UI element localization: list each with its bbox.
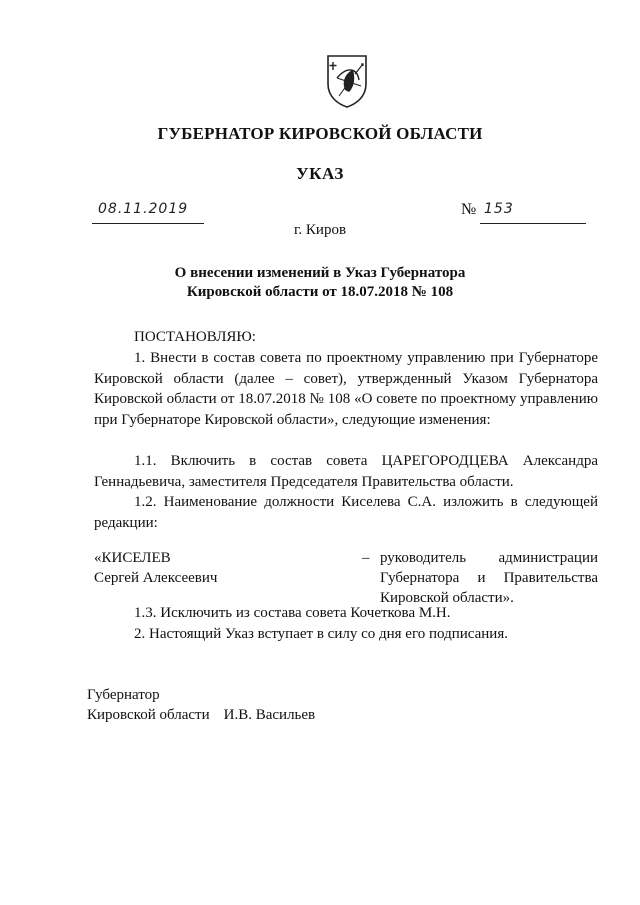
paragraph-1-1: 1.1. Включить в состав совета ЦАРЕГОРОДЦЕВА Александра Геннадьевича, заместителя Председателя Правительства области. bbox=[94, 453, 598, 490]
document-date-field bbox=[92, 203, 204, 224]
signatory-title-line-1: Губернатор bbox=[87, 687, 160, 703]
document-number: 153 bbox=[484, 201, 514, 217]
document-subject bbox=[0, 264, 640, 302]
city: г. Киров bbox=[293, 222, 347, 238]
signatory-row bbox=[87, 705, 315, 725]
member-name bbox=[94, 548, 274, 588]
number-label: № bbox=[461, 201, 477, 218]
member-surname: «КИСЕЛЕВ bbox=[94, 550, 171, 566]
signature-block bbox=[87, 685, 315, 725]
document-date: 08.11.2019 bbox=[98, 201, 189, 217]
paragraph-1: 1. Внести в состав совета по проектному управлению при Губернаторе Кировской области (далее – совет), утвержденный Указом Губернатора Кировской области от 18.07.2018 № 108 «О совете по проектному управлению при Губернаторе Кировской области», следующие изменения: bbox=[94, 350, 598, 428]
document-number-field bbox=[480, 203, 586, 224]
paragraph-1-3: 1.3. Исключить из состава совета Кочеткова М.Н. bbox=[134, 605, 451, 621]
member-dash: – bbox=[362, 550, 370, 566]
paragraph-1-2: 1.2. Наименование должности Киселева С.А. изложить в следующей редакции: bbox=[94, 494, 598, 531]
subject-line-2: Кировской области от 18.07.2018 № 108 bbox=[186, 284, 454, 300]
signatory-name: И.В. Васильев bbox=[223, 707, 316, 723]
paragraph-2: 2. Настоящий Указ вступает в силу со дня его подписания. bbox=[134, 626, 508, 642]
document-type: УКАЗ bbox=[296, 164, 344, 183]
issuer-title: ГУБЕРНАТОР КИРОВСКОЙ ОБЛАСТИ bbox=[157, 124, 483, 143]
subject-line-1: О внесении изменений в Указ Губернатора bbox=[174, 265, 466, 281]
resolve-heading: ПОСТАНОВЛЯЮ: bbox=[134, 329, 256, 345]
kirov-coat-of-arms-icon bbox=[325, 52, 369, 108]
signatory-title-line-2: Кировской области bbox=[87, 707, 210, 723]
member-given-names: Сергей Алексеевич bbox=[94, 570, 218, 586]
member-role: руководитель администрации Губернатора и Правительства Кировской области». bbox=[380, 550, 598, 606]
